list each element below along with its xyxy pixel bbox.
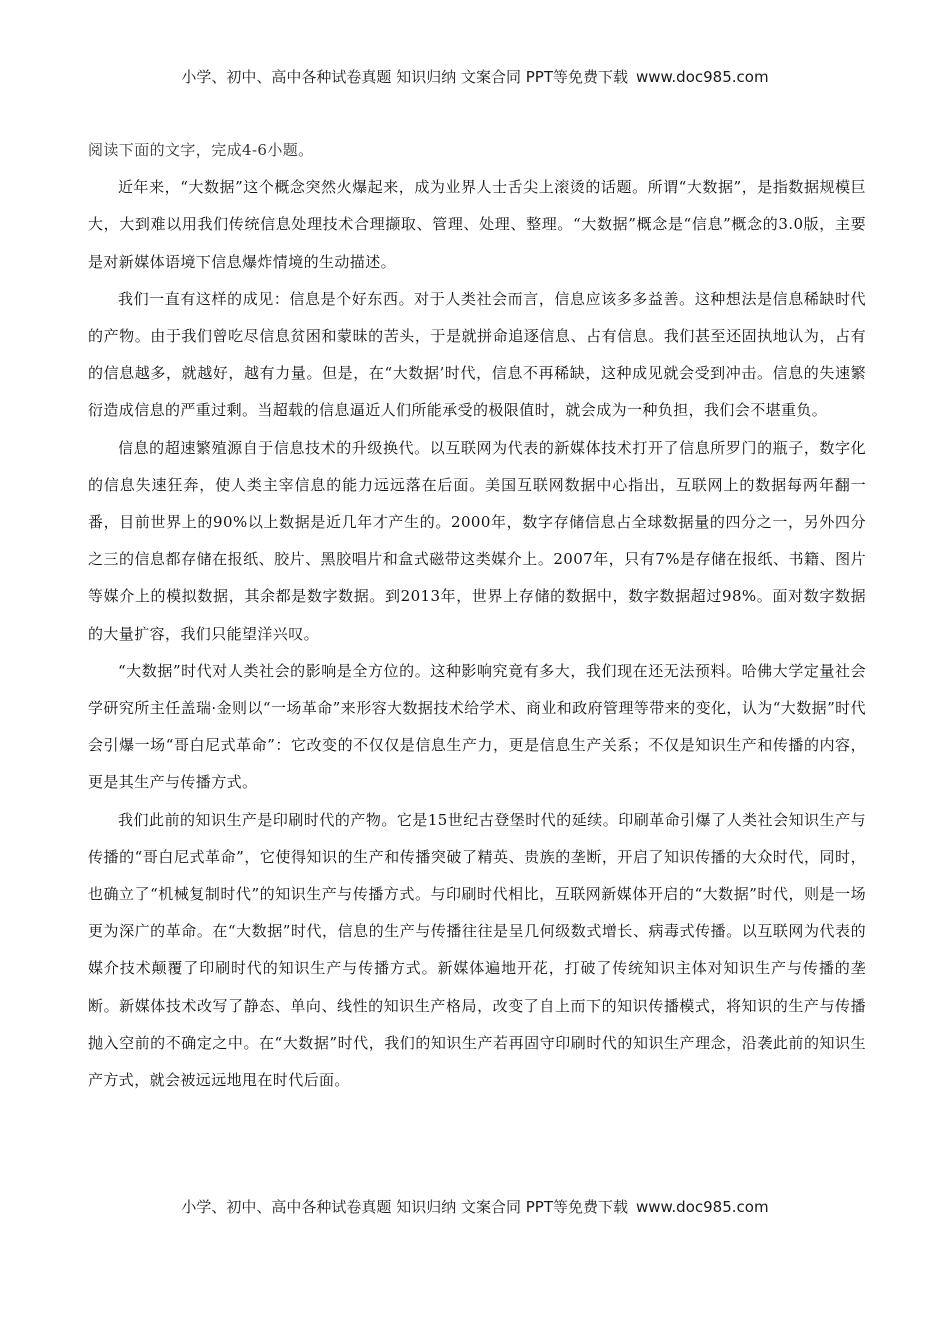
paragraph-1: 近年来，“大数据”这个概念突然火爆起来，成为业界人士舌尖上滚烫的话题。所谓“大数据”，是指数据规模巨大，大到难以用我们传统信息处理技术合理撷取、管理、处理、整理。“大数据”概念是“信息”概念的3.0版，主要是对新媒体语境下信息爆炸情境的生动描述。 [88,178,866,271]
footer-banner-text: 小学、初中、高中各种试卷真题 知识归纳 文案合同 PPT等免费下载 [181,1198,628,1216]
footer-banner [0,1196,950,1217]
reading-passage [88,132,866,1099]
paragraph-5: 我们此前的知识生产是印刷时代的产物。它是15世纪古登堡时代的延续。印刷革命引爆了人类社会知识生产与传播的“哥白尼式革命”，它使得知识的生产和传播突破了精英、贵族的垄断，开启了知识传播的大众时代，同时，也确立了“机械复制时代”的知识生产与传播方式。与印刷时代相比，互联网新媒体开启的“大数据”时代，则是一场更为深广的革命。在“大数据”时代，信息的生产与传播往往是呈几何级数式增长、病毒式传播。以互联网为代表的媒介技术颠覆了印刷时代的知识生产与传播方式。新媒体遍地开花，打破了传统知识主体对知识生产与传播的垄断。新媒体技术改写了静态、单向、线性的知识生产格局，改变了自上而下的知识传播模式，将知识的生产与传播抛入空前的不确定之中。在“大数据”时代，我们的知识生产若再固守印刷时代的知识生产理念，沿袭此前的知识生产方式，就会被远远地甩在时代后面。 [88,810,866,1090]
header-banner-link[interactable]: www.doc985.com [635,68,769,86]
header-banner [0,66,950,87]
footer-banner-link[interactable]: www.doc985.com [635,1198,769,1216]
passage-instruction: 阅读下面的文字，完成4-6小题。 [88,141,314,159]
paragraph-2: 我们一直有这样的成见：信息是个好东西。对于人类社会而言，信息应该多多益善。这种想法是信息稀缺时代的产物。由于我们曾吃尽信息贫困和蒙昧的苦头，于是就拼命追逐信息、占有信息。我们甚至还固执地认为，占有的信息越多，就越好，越有力量。但是，在“大数据’时代，信息不再稀缺，这种成见就会受到冲击。信息的失速繁衍造成信息的严重过剩。当超载的信息逼近人们所能承受的极限值时，就会成为一种负担，我们会不堪重负。 [88,289,866,420]
header-banner-text: 小学、初中、高中各种试卷真题 知识归纳 文案合同 PPT等免费下载 [181,68,628,86]
paragraph-3: 信息的超速繁殖源自于信息技术的升级换代。以互联网为代表的新媒体技术打开了信息所罗门的瓶子，数字化的信息失速狂奔，使人类主宰信息的能力远远落在后面。美国互联网数据中心指出，互联网上的数据每两年翻一番，目前世界上的90%以上数据是近几年才产生的。2000年，数字存储信息占全球数据量的四分之一，另外四分之三的信息都存储在报纸、胶片、黑胶唱片和盒式磁带这类媒介上。2007年，只有7%是存储在报纸、书籍、图片等媒介上的模拟数据，其余都是数字数据。到2013年，世界上存储的数据中，数字数据超过98%。面对数字数据的大量扩容，我们只能望洋兴叹。 [88,438,866,643]
paragraph-4: “大数据”时代对人类社会的影响是全方位的。这种影响究竟有多大，我们现在还无法预料。哈佛大学定量社会学研究所主任盖瑞·金则以“一场革命”来形容大数据技术给学术、商业和政府管理等带来的变化，认为“大数据”时代会引爆一场“哥白尼式革命”：它改变的不仅仅是信息生产力，更是信息生产关系；不仅是知识生产和传播的内容，更是其生产与传播方式。 [88,661,866,792]
